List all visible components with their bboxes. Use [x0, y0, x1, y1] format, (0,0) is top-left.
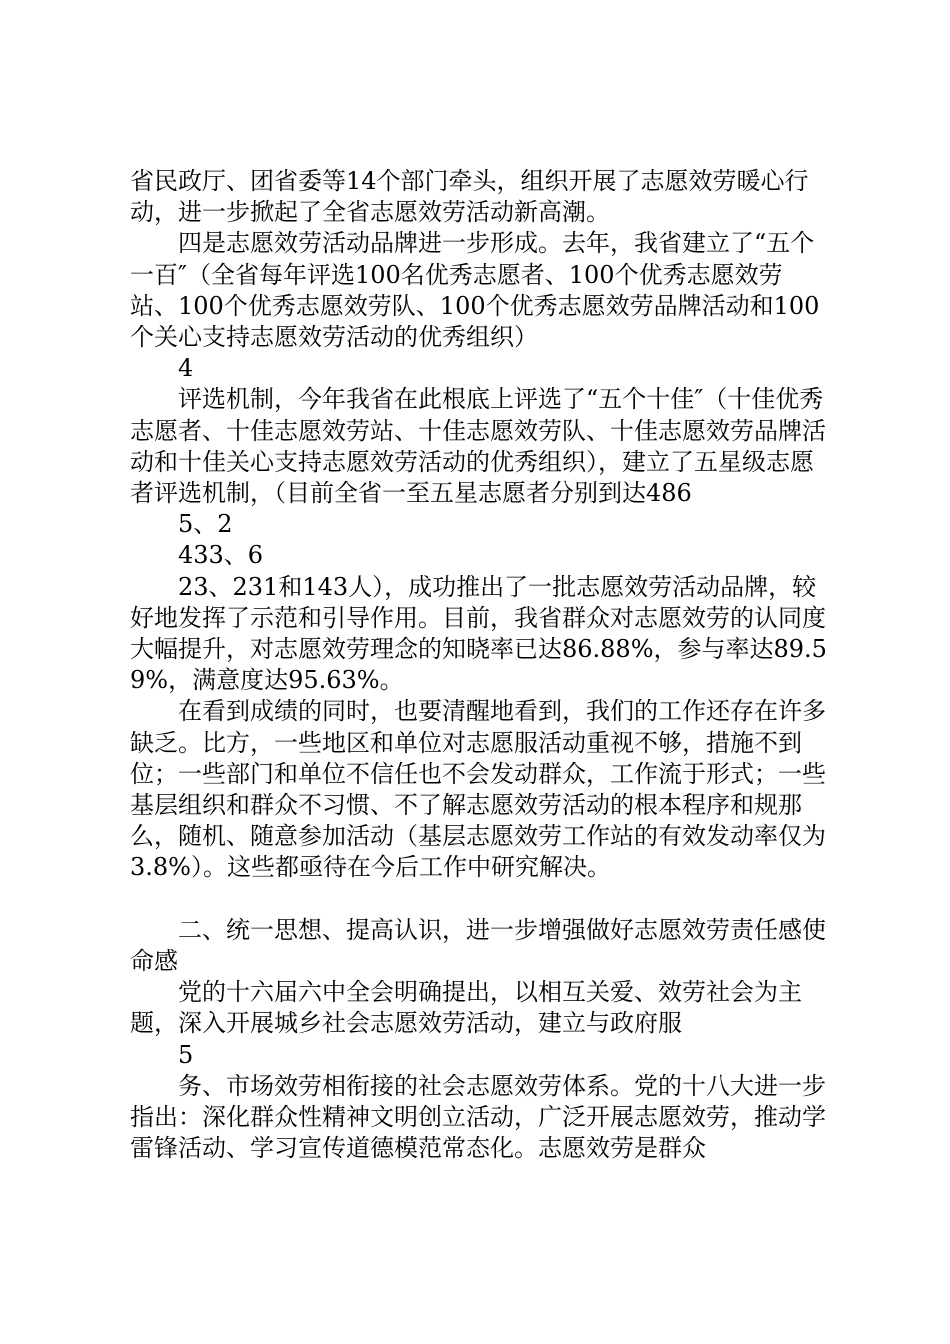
paragraph-results: 23、231和143人），成功推出了一批志愿效劳活动品牌，较好地发挥了示范和引导作用。目前，我省群众对志愿效劳的认同度大幅提升，对志愿效劳理念的知晓率已达86.88%，参与率达89.59%，满意度达95.63%。: [130, 572, 827, 695]
paragraph-number-fragment-2: 433、6: [130, 541, 264, 570]
paragraph-party-plenum: 党的十六届六中全会明确提出，以相互关爱、效劳社会为主题，深入开展城乡社会志愿效劳活动，建立与政府服: [130, 978, 802, 1038]
paragraph-selection-mechanism: 评选机制，今年我省在此根底上评选了“五个十佳″（十佳优秀志愿者、十佳志愿效劳站、十佳志愿效劳队、十佳志愿效劳品牌活动和十佳关心支持志愿效劳活动的优秀组织），建立了五星级志愿者评选机制，（目前全省一至五星志愿者分别到达486: [130, 385, 826, 508]
paragraph-provincial-actions: 省民政厅、团省委等14个部门牵头，组织开展了志愿效劳暖心行动，进一步掀起了全省志愿效劳活动新高潮。: [130, 167, 809, 227]
paragraph-number-fragment-1: 5、2: [130, 510, 233, 539]
section-heading-2: 二、统一思想、提高认识，进一步增强做好志愿效劳责任感使命感: [130, 915, 826, 976]
document-body: [130, 166, 830, 1164]
page-number-5: 5: [130, 1040, 194, 1069]
page-number-4: 4: [130, 354, 194, 383]
paragraph-brand-formation: 四是志愿效劳活动品牌进一步形成。去年，我省建立了“五个一百″（全省每年评选100名优秀志愿者、100个优秀志愿效劳站、100个优秀志愿效劳队、100个优秀志愿效劳品牌活动和100个关心支持志愿效劳活动的优秀组织）: [130, 229, 820, 352]
paragraph-spacer: [130, 884, 830, 915]
paragraph-service-system: 务、市场效劳相衔接的社会志愿效劳体系。党的十八大进一步指出：深化群众性精神文明创立活动，广泛开展志愿效劳，推动学雷锋活动、学习宣传道德模范常态化。志愿效劳是群众: [130, 1071, 826, 1163]
paragraph-shortcomings: 在看到成绩的同时，也要清醒地看到，我们的工作还存在许多缺乏。比方，一些地区和单位对志愿服活动重视不够，措施不到位；一些部门和单位不信任也不会发动群众，工作流于形式；一些基层组织和群众不习惯、不了解志愿效劳活动的根本程序和规那么，随机、随意参加活动（基层志愿效劳工作站的有效发动率仅为3.8%）。这些都亟待在今后工作中研究解决。: [130, 697, 826, 882]
